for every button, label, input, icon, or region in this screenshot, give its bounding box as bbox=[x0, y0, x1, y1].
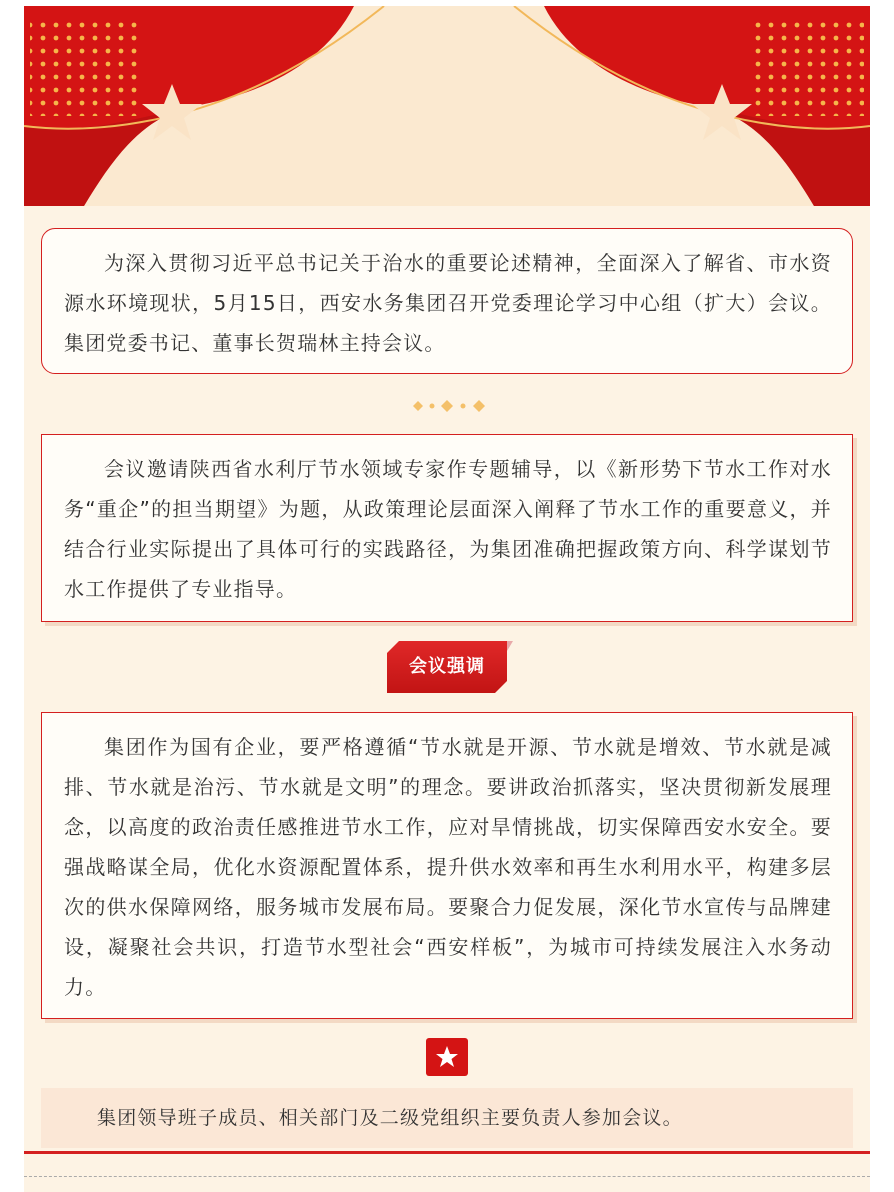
divider-dots bbox=[0, 396, 894, 416]
tutorial-paragraph: 会议邀请陕西省水利厅节水领域专家作专题辅导，以《新形势下节水工作对水务“重企”的担当期望》为题，从政策理论层面深入阐释了节水工作的重要意义，并结合行业实际提出了具体可行的实践路径，为集团准确把握政策方向、科学谋划节水工作提供了专业指导。 bbox=[64, 457, 832, 601]
star-icon bbox=[426, 1038, 468, 1076]
bottom-dashed-divider bbox=[24, 1176, 870, 1177]
dot-pattern bbox=[30, 20, 140, 116]
intro-paragraph: 为深入贯彻习近平总书记关于治水的重要论述精神，全面深入了解省、市水资源水环境现状，5月15日，西安水务集团召开党委理论学习中心组（扩大）会议。集团党委书记、董事长贺瑞林主持会议。 bbox=[64, 251, 832, 355]
section-heading: 会议强调 bbox=[409, 656, 485, 677]
section-heading-badge bbox=[387, 641, 507, 693]
festive-banner bbox=[24, 6, 870, 206]
bottom-divider bbox=[24, 1151, 870, 1154]
emphasis-paragraph: 集团作为国有企业，要严格遵循“节水就是开源、节水就是增效、节水就是减排、节水就是治污、节水就是文明”的理念。要讲政治抓落实，坚决贯彻新发展理念，以高度的政治责任感推进节水工作，应对旱情挑战，切实保障西安水安全。要强战略谋全局，优化水资源配置体系，提升供水效率和再生水利用水平，构建多层次的供水保障网络，服务城市发展布局。要聚合力促发展，深化节水宣传与品牌建设，凝聚社会共识，打造节水型社会“西安样板”，为城市可持续发展注入水务动力。 bbox=[64, 735, 832, 999]
dot-pattern bbox=[754, 20, 864, 116]
intro-paragraph-box bbox=[41, 228, 853, 374]
attendance-text: 集团领导班子成员、相关部门及二级党组织主要负责人参加会议。 bbox=[97, 1107, 683, 1129]
tutorial-paragraph-box bbox=[41, 434, 853, 622]
emphasis-paragraph-box bbox=[41, 712, 853, 1019]
attendance-box bbox=[41, 1088, 853, 1148]
